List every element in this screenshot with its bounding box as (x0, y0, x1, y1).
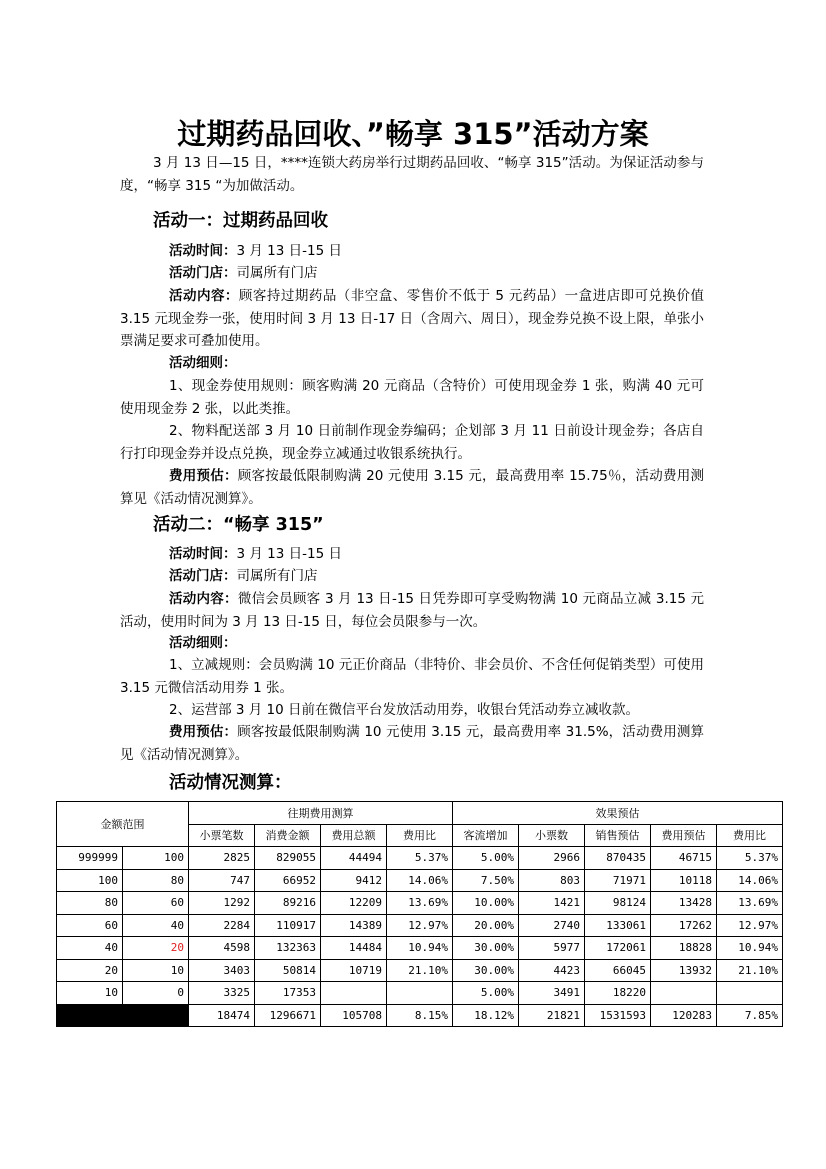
activity2-rule2: 2、运营部 3 月 10 日前在微信平台发放活动用券，收银台凭活动券立减收款。 (169, 702, 640, 718)
table-cell: 132363 (255, 937, 321, 960)
label: 活动门店： (169, 568, 237, 584)
total-cell: 18.12% (453, 1004, 519, 1027)
table-cell: 13932 (651, 959, 717, 982)
label: 活动细则： (169, 355, 237, 371)
table-cell: 3491 (519, 982, 585, 1005)
table-cell: 2740 (519, 914, 585, 937)
activity1-time (120, 240, 704, 263)
column-header: 费用总额 (321, 824, 387, 847)
label: 活动门店： (169, 265, 237, 281)
table-cell: 40 (123, 914, 189, 937)
table-cell: 870435 (585, 847, 651, 870)
column-header: 小票笔数 (189, 824, 255, 847)
blank-cell (57, 1004, 123, 1027)
table-cell: 71971 (585, 869, 651, 892)
label: 活动内容： (169, 288, 239, 304)
table-cell: 5.00% (453, 982, 519, 1005)
table-cell: 21.10% (717, 959, 783, 982)
table-cell: 4423 (519, 959, 585, 982)
table-cell: 14389 (321, 914, 387, 937)
table-cell: 80 (57, 892, 123, 915)
label: 活动时间： (169, 243, 237, 259)
table-cell: 2966 (519, 847, 585, 870)
table-cell: 803 (519, 869, 585, 892)
table-cell: 9412 (321, 869, 387, 892)
table-cell: 100 (57, 869, 123, 892)
value: 司属所有门店 (236, 265, 318, 281)
table-cell: 18220 (585, 982, 651, 1005)
table-cell: 10719 (321, 959, 387, 982)
table-cell (387, 982, 453, 1005)
total-cell: 1296671 (255, 1004, 321, 1027)
column-header: 费用比 (387, 824, 453, 847)
value: 3 月 13 日-15 日 (236, 243, 342, 259)
table-cell: 2284 (189, 914, 255, 937)
table-cell: 12.97% (717, 914, 783, 937)
total-cell: 105708 (321, 1004, 387, 1027)
table-cell: 999999 (57, 847, 123, 870)
table-cell: 80 (123, 869, 189, 892)
table-cell: 5.37% (717, 847, 783, 870)
table-row (57, 914, 783, 937)
effect-header: 效果预估 (453, 802, 783, 825)
table-total-row (57, 1004, 783, 1027)
total-cell: 18474 (189, 1004, 255, 1027)
table-cell: 20 (57, 959, 123, 982)
table-cell: 10118 (651, 869, 717, 892)
calc-table (56, 801, 783, 1027)
table-cell: 66045 (585, 959, 651, 982)
table-cell: 110917 (255, 914, 321, 937)
table-cell: 100 (123, 847, 189, 870)
table-row (57, 869, 783, 892)
table-cell: 14.06% (387, 869, 453, 892)
table-cell: 98124 (585, 892, 651, 915)
table-row (57, 982, 783, 1005)
activity1-rule1: 1、现金券使用规则：顾客购满 20 元商品（含特价）可使用现金券 1 张，购满 40 元可使用现金券 2 张，以此类推。 (120, 378, 704, 417)
activity2-time (120, 543, 704, 566)
activity2-store (120, 565, 704, 588)
activity2-cost (120, 721, 704, 766)
label: 活动时间： (169, 546, 237, 562)
table-cell: 12.97% (387, 914, 453, 937)
table-cell: 89216 (255, 892, 321, 915)
table-cell (717, 982, 783, 1005)
table-cell: 0 (123, 982, 189, 1005)
value: 顾客按最低限制购满 20 元使用 3.15 元，最高费用率 15.75％，活动费用测算见《活动情况测算》。 (120, 468, 705, 507)
value: 顾客按最低限制购满 10 元使用 3.15 元，最高费用率 31.5%，活动费用测算见《活动情况测算》。 (120, 724, 704, 763)
column-header: 费用预估 (651, 824, 717, 847)
activity2-rule1: 1、立减规则：会员购满 10 元正价商品（非特价、非会员价、不含任何促销类型）可使用 3.15 元微信活动用券 1 张。 (120, 657, 704, 696)
total-cell: 7.85% (717, 1004, 783, 1027)
table-row (57, 892, 783, 915)
value: 微信会员顾客 3 月 13 日-15 日凭券即可享受购物满 10 元商品立减 3.15 元活动，使用时间为 3 月 13 日-15 日，每位会员限参与一次。 (120, 591, 704, 630)
activity1-rule2: 2、物料配送部 3 月 10 日前制作现金券编码；企划部 3 月 11 日前设计现金券；各店自行打印现金券并设点兑换，现金券立减通过收银系统执行。 (120, 423, 704, 462)
activity1-content (120, 285, 704, 353)
range-header: 金额范围 (57, 802, 189, 847)
label: 费用预估： (169, 468, 238, 484)
table-cell: 44494 (321, 847, 387, 870)
table-row (57, 937, 783, 960)
column-header: 费用比 (717, 824, 783, 847)
activity1-heading: 活动一：过期药品回收 (153, 211, 328, 231)
table-cell: 172061 (585, 937, 651, 960)
table-cell: 2825 (189, 847, 255, 870)
activity1-store (120, 262, 704, 285)
table-row (57, 959, 783, 982)
table-header-row (57, 802, 783, 825)
table-cell: 14.06% (717, 869, 783, 892)
label: 活动内容： (169, 591, 238, 607)
table-cell: 7.50% (453, 869, 519, 892)
table-cell: 13428 (651, 892, 717, 915)
table-cell: 30.00% (453, 959, 519, 982)
blank-cell (123, 1004, 189, 1027)
table-cell: 18828 (651, 937, 717, 960)
table-row (57, 847, 783, 870)
table-cell (651, 982, 717, 1005)
column-header: 销售预估 (585, 824, 651, 847)
label: 费用预估： (169, 724, 238, 740)
table-cell: 17262 (651, 914, 717, 937)
table-cell (321, 982, 387, 1005)
table-cell: 3403 (189, 959, 255, 982)
table-cell: 5977 (519, 937, 585, 960)
table-cell: 46715 (651, 847, 717, 870)
activity1-rules-label (120, 352, 704, 375)
total-cell: 8.15% (387, 1004, 453, 1027)
page-title: 过期药品回收、”畅享 315”活动方案 (177, 117, 649, 151)
column-header: 小票数 (519, 824, 585, 847)
table-cell: 66952 (255, 869, 321, 892)
table-cell: 10.94% (717, 937, 783, 960)
table-cell: 20.00% (453, 914, 519, 937)
table-cell: 829055 (255, 847, 321, 870)
table-cell: 13.69% (717, 892, 783, 915)
table-cell: 3325 (189, 982, 255, 1005)
value: 3 月 13 日-15 日 (236, 546, 342, 562)
intro-paragraph: 3 月 13 日—15 日，****连锁大药房举行过期药品回收、“畅享 315”活动。为保证活动参与度，“畅享 315 “为加做活动。 (120, 155, 704, 194)
column-header: 客流增加 (453, 824, 519, 847)
table-cell: 12209 (321, 892, 387, 915)
table-cell: 30.00% (453, 937, 519, 960)
past-header: 往期费用测算 (189, 802, 453, 825)
total-cell: 120283 (651, 1004, 717, 1027)
table-cell: 60 (123, 892, 189, 915)
table-cell: 10 (123, 959, 189, 982)
table-cell: 40 (57, 937, 123, 960)
activity1-cost (120, 465, 704, 510)
calc-heading: 活动情况测算： (169, 773, 292, 793)
table-cell: 1421 (519, 892, 585, 915)
table-cell: 10.94% (387, 937, 453, 960)
activity2-rules-label (120, 632, 704, 655)
table-cell: 10 (57, 982, 123, 1005)
table-cell: 21.10% (387, 959, 453, 982)
value: 司属所有门店 (236, 568, 318, 584)
table-cell: 133061 (585, 914, 651, 937)
table-cell: 60 (57, 914, 123, 937)
label: 活动细则： (169, 635, 237, 651)
table-cell: 5.37% (387, 847, 453, 870)
table-cell: 1292 (189, 892, 255, 915)
table-cell: 17353 (255, 982, 321, 1005)
value: 顾客持过期药品（非空盒、零售价不低于 5 元药品）一盒进店即可兑换价值 3.15 元现金券一张，使用时间 3 月 13 日-17 日（含周六、周日），现金券兑换不设上限，单张小票满足要求可叠加使用。 (120, 288, 705, 349)
activity2-heading: 活动二：“畅享 315” (153, 515, 324, 535)
total-cell: 1531593 (585, 1004, 651, 1027)
table-cell: 14484 (321, 937, 387, 960)
table-cell: 50814 (255, 959, 321, 982)
table-cell: 10.00% (453, 892, 519, 915)
table-cell: 13.69% (387, 892, 453, 915)
table-cell: 20 (123, 937, 189, 960)
table-cell: 747 (189, 869, 255, 892)
total-cell: 21821 (519, 1004, 585, 1027)
table-cell: 4598 (189, 937, 255, 960)
table-cell: 5.00% (453, 847, 519, 870)
activity2-content (120, 588, 704, 633)
column-header: 消费金额 (255, 824, 321, 847)
